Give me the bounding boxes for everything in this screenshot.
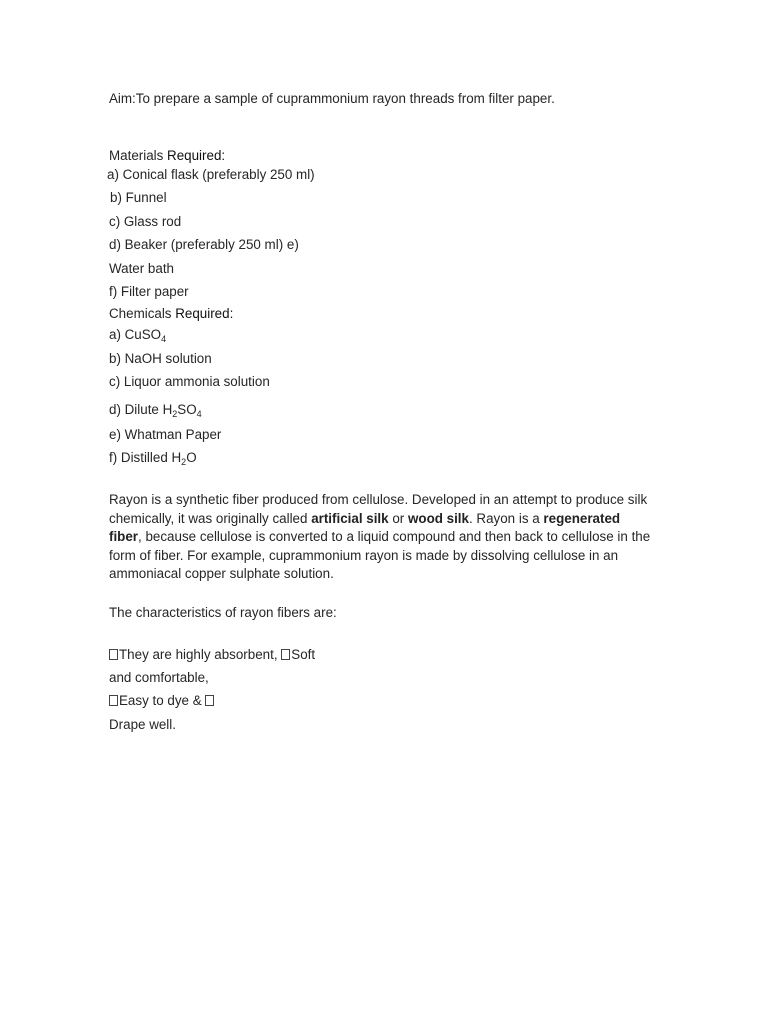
term-regenerated-fiber: regenerated fiber bbox=[109, 510, 621, 545]
characteristic-line bbox=[109, 693, 215, 709]
chemical-item: b) NaOH solution bbox=[109, 351, 212, 366]
chemical-item: e) Whatman Paper bbox=[109, 427, 222, 442]
chemical-d-text: d) Dilute H bbox=[109, 402, 173, 417]
chemical-item bbox=[109, 327, 166, 343]
material-item: f) Filter paper bbox=[109, 284, 189, 299]
characteristic-absorbent: They are highly absorbent, bbox=[119, 647, 282, 662]
chemical-item bbox=[109, 402, 202, 418]
missing-glyph-icon bbox=[205, 695, 214, 706]
rayon-text-4: , because cellulose is converted to a liquid compound and then back to cellulose in the form of fiber. For example, cuprammonium rayon is made by dissolving cellulose in an ammoniacal copper sulphate solution. bbox=[109, 529, 651, 582]
materials-heading bbox=[109, 148, 225, 164]
chemicals-heading-required: Required: bbox=[175, 306, 234, 321]
characteristic-line bbox=[109, 647, 315, 663]
chemical-d-subscript-1: 2 bbox=[172, 409, 178, 419]
chemical-item: c) Liquor ammonia solution bbox=[109, 374, 270, 389]
term-wood-silk: wood silk bbox=[407, 510, 469, 526]
chemical-f-text: f) Distilled H bbox=[109, 450, 182, 465]
chemical-f-suffix: O bbox=[186, 450, 197, 465]
chemicals-heading-prefix: Chemicals bbox=[109, 306, 176, 321]
aim-text: Aim:To prepare a sample of cuprammonium rayon threads from filter paper. bbox=[109, 91, 555, 106]
chemical-a-subscript: 4 bbox=[161, 334, 167, 344]
chemical-a-text: a) CuSO bbox=[109, 327, 162, 342]
missing-glyph-icon bbox=[109, 695, 118, 706]
characteristic-line: Drape well. bbox=[109, 717, 176, 732]
rayon-text-1: Rayon is a synthetic fiber produced from cellulose. Developed in an attempt to produce silk chemically, it was originally called bbox=[109, 492, 648, 526]
material-item: d) Beaker (preferably 250 ml) e) bbox=[109, 237, 299, 252]
rayon-text-3: . Rayon is a bbox=[468, 510, 544, 526]
chemical-d-mid: SO bbox=[177, 402, 197, 417]
characteristics-intro: The characteristics of rayon fibers are: bbox=[109, 605, 337, 620]
rayon-paragraph bbox=[109, 491, 654, 584]
characteristic-line: and comfortable, bbox=[109, 670, 209, 685]
chemical-f-subscript: 2 bbox=[181, 457, 187, 467]
materials-heading-required: Required: bbox=[167, 148, 226, 163]
materials-heading-prefix: Materials bbox=[109, 148, 168, 163]
material-item: c) Glass rod bbox=[109, 214, 182, 229]
material-item: b) Funnel bbox=[110, 190, 167, 205]
chemical-item bbox=[109, 450, 197, 466]
characteristic-dye: Easy to dye & bbox=[119, 693, 206, 708]
chemical-d-subscript-2: 4 bbox=[196, 409, 202, 419]
missing-glyph-icon bbox=[109, 649, 118, 660]
material-item: a) Conical flask (preferably 250 ml) bbox=[107, 167, 315, 182]
term-artificial-silk: artificial silk bbox=[311, 510, 389, 526]
missing-glyph-icon bbox=[281, 649, 290, 660]
characteristic-soft: Soft bbox=[291, 647, 316, 662]
material-item: Water bath bbox=[109, 261, 174, 276]
chemicals-heading bbox=[109, 306, 233, 322]
rayon-text-2: or bbox=[388, 510, 408, 526]
